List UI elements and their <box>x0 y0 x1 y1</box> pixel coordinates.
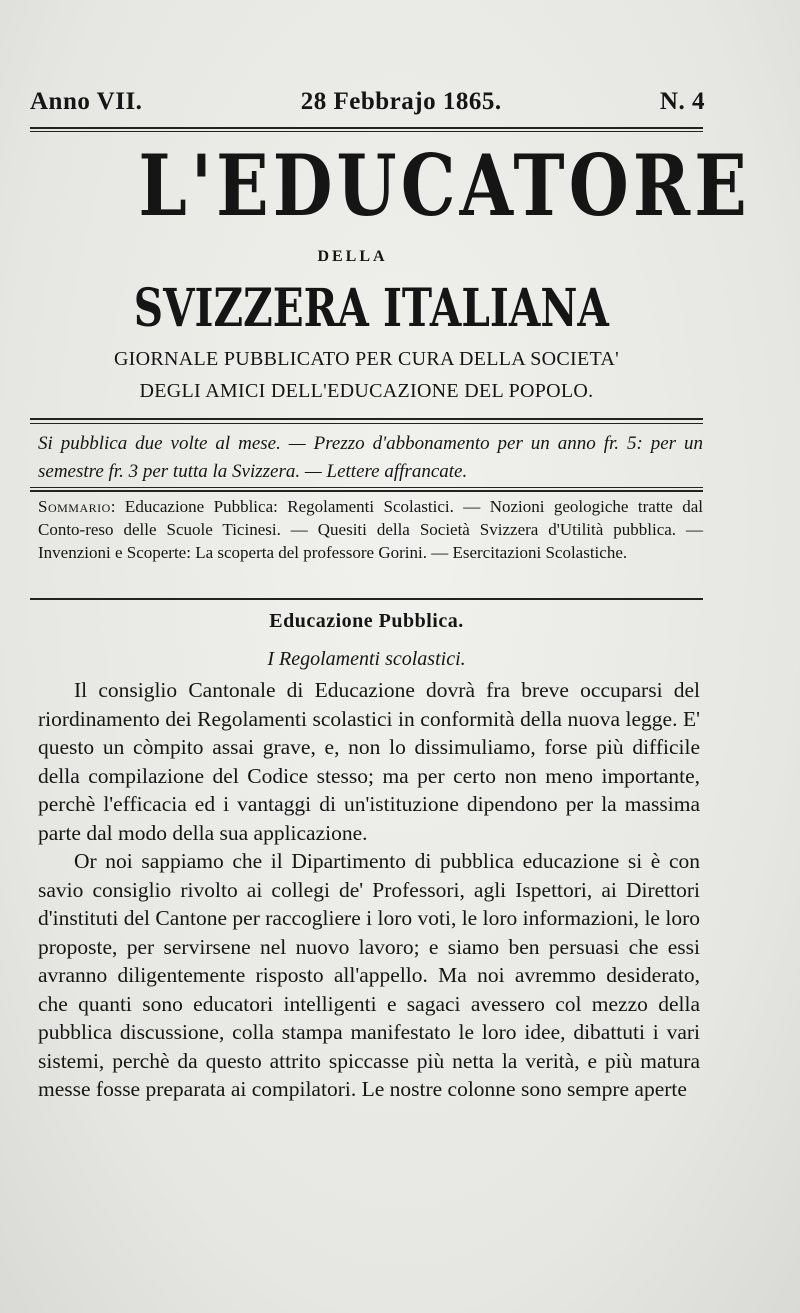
masthead-rule <box>30 418 703 420</box>
issue-date: 28 Febbrajo 1865. <box>300 88 502 115</box>
section-title: Educazione Pubblica. <box>269 610 464 632</box>
sommario-rule-top-thick <box>30 490 703 492</box>
masthead-rule-thin <box>30 423 703 424</box>
issue-header <box>30 88 705 116</box>
sommario-rule-bottom <box>30 598 703 600</box>
article-paragraph: Or noi sappiamo che il Dipartimento di pubblica educazione si è con savio consiglio rivolto ai collegi de' Professori, agli Ispettori, ai Direttori d'instituti del Cantone per raccogliere i loro voti, le loro informazioni, le loro proposte, per servirsene nel nuovo lavoro; e siamo ben persuasi che essi avranno diligentemente risposto all'appello. Ma noi avremmo desiderato, che quanti sono educatori intelligenti e sagaci avessero col mezzo della pubblica discussione, colla stampa manifestato le loro idee, dibattuti i vari sistemi, perchè da questo attrito spiccasse più netta la verità, e più matura messe fosse preparata ai compilatori. Le nostre colonne sono sempre aperte <box>38 849 700 1101</box>
issue-year: Anno VII. <box>30 88 143 115</box>
sommario-label: Sommario <box>38 497 111 516</box>
header-rule-thin <box>30 131 703 132</box>
masthead-line-2: DEGLI AMICI DELL'EDUCAZIONE DEL POPOLO. <box>139 380 594 402</box>
issue-number: N. 4 <box>659 88 705 115</box>
sommario-text: : Educazione Pubblica: Regolamenti Scolastici. — Nozioni geologiche tratte dal Conto-reso delle Scuole Ticinesi. — Quesiti della Società Svizzera d'Utilità pubblica. — Invenzioni e Scoperte: La scoperta del professore Gorini. — Esercitazioni Scolastiche. <box>38 497 703 562</box>
header-rule <box>30 127 703 129</box>
masthead-title: L'EDUCATORE <box>138 136 751 235</box>
subscription-info: Si pubblica due volte al mese. — Prezzo d'abbonamento per un anno fr. 5: per un semestre fr. 3 per tutta la Svizzera. — Lettere affrancate. <box>38 433 703 482</box>
masthead-line-1: GIORNALE PUBBLICATO PER CURA DELLA SOCIETA' <box>113 348 620 370</box>
table-of-contents <box>38 495 703 564</box>
article-paragraph: Il consiglio Cantonale di Educazione dovrà fra breve occuparsi del riordinamento dei Regolamenti scolastici in conformità della nuova legge. E' questo un còmpito assai grave, e, non lo dissimuliamo, forse più difficile della compilazione del Codice stesso; ma per certo non meno importante, perchè l'efficacia ed i vantaggi di un'istituzione dipendono per la massima parte dal modo della sua applicazione. <box>38 678 700 845</box>
article-body <box>38 676 700 1104</box>
sommario-rule-top <box>30 487 703 488</box>
article-title: I Regolamenti scolastici. <box>267 648 466 670</box>
masthead-della: DELLA <box>317 248 388 265</box>
masthead-subtitle: SVIZZERA ITALIANA <box>133 278 609 339</box>
